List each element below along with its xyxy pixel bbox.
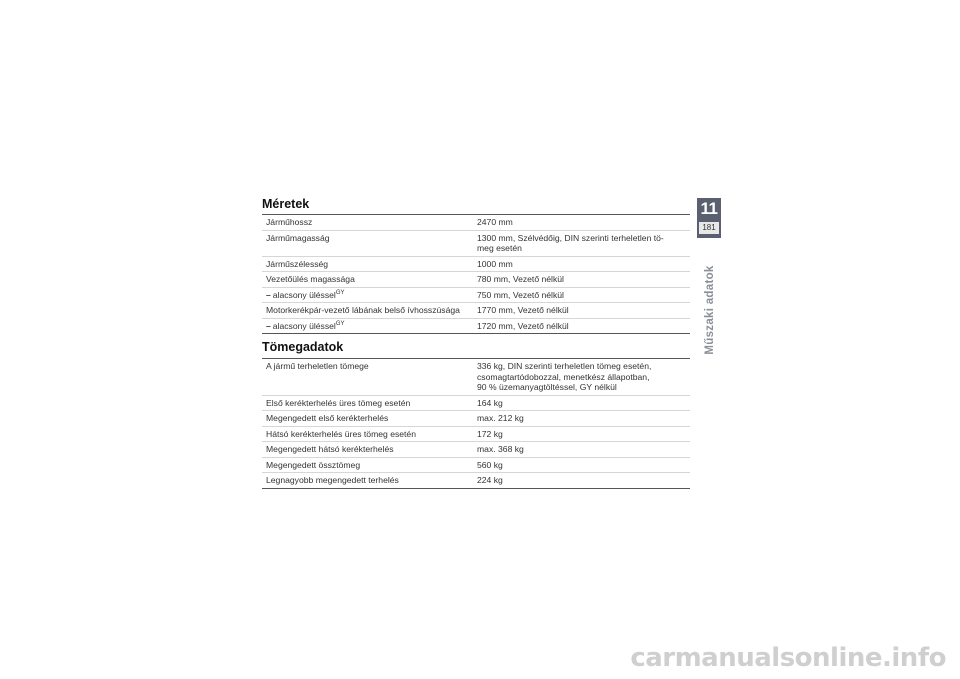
row-value — [473, 411, 690, 427]
row-label-text: Első kerékterhelés üres tömeg esetén — [266, 397, 411, 408]
row-label — [262, 215, 473, 231]
row-value — [473, 395, 690, 411]
row-label-text: Megengedett első kerékterhelés — [266, 413, 389, 423]
row-value — [473, 287, 690, 303]
row-label-text: alacsony üléssel — [272, 320, 336, 331]
table-row — [262, 303, 690, 319]
table-row — [262, 272, 690, 288]
row-value-line: 336 kg, DIN szerinti terheletlen tömeg esetén, — [477, 361, 652, 371]
row-label — [262, 272, 473, 288]
watermark: carmanualsonline.info — [630, 643, 946, 673]
chapter-number: 11 — [700, 199, 718, 218]
row-label-text: Hátsó kerékterhelés üres tömeg esetén — [266, 428, 416, 439]
section-title-meretek: Méretek — [262, 197, 310, 211]
row-value-line: 90 % üzemanyagtöltéssel, GY nélkül — [477, 382, 617, 392]
table-row — [262, 215, 690, 231]
row-label-text: Járműszélesség — [266, 258, 329, 269]
row-value — [473, 318, 690, 334]
row-value-line: meg esetén — [477, 243, 522, 253]
row-value — [473, 457, 690, 473]
table-row — [262, 359, 690, 396]
table-row — [262, 318, 690, 334]
row-value-line: 1720 mm, Vezető nélkül — [477, 320, 569, 331]
row-label — [262, 230, 473, 256]
row-value — [473, 256, 690, 272]
row-value-line: 164 kg — [477, 397, 503, 408]
row-label-text: Járműmagasság — [266, 232, 330, 243]
row-label — [262, 303, 473, 319]
row-value — [473, 359, 690, 396]
row-label-text: A jármű terheletlen tömege — [266, 361, 369, 371]
weights-table-body — [262, 359, 690, 489]
row-value — [473, 442, 690, 458]
row-label-text: Vezetőülés magassága — [266, 274, 355, 284]
row-value — [473, 303, 690, 319]
row-label — [262, 359, 473, 396]
dimensions-table — [262, 214, 690, 334]
table-row — [262, 426, 690, 442]
row-value-line: 560 kg — [477, 459, 503, 470]
row-label — [262, 287, 473, 303]
row-value-line: 780 mm, Vezető nélkül — [477, 274, 564, 284]
row-value-line: 1000 mm — [477, 258, 513, 269]
row-label-text: alacsony üléssel — [272, 289, 336, 300]
row-label — [262, 457, 473, 473]
row-label — [262, 318, 473, 334]
row-value-line: 224 kg — [477, 475, 503, 485]
table-row — [262, 411, 690, 427]
row-value — [473, 473, 690, 489]
chapter-side-title: Műszaki adatok — [704, 265, 716, 355]
row-value-line: csomagtartódobozzal, menetkész állapotban, — [477, 371, 650, 382]
row-label — [262, 442, 473, 458]
chapter-tab — [697, 198, 721, 238]
row-label-text: Megengedett hátsó kerékterhelés — [266, 444, 394, 454]
table-row — [262, 395, 690, 411]
row-label-text: Motorkerékpár-vezető lábának belső ívhosszúsága — [266, 305, 460, 315]
row-label-text: Járműhossz — [266, 217, 313, 227]
row-value-line: max. 368 kg — [477, 444, 524, 454]
option-superscript: GY — [335, 289, 345, 296]
row-value — [473, 426, 690, 442]
table-row — [262, 442, 690, 458]
table-row — [262, 287, 690, 303]
row-label — [262, 395, 473, 411]
weights-table — [262, 358, 690, 489]
page-number: 181 — [699, 222, 719, 234]
sub-item-dash: – — [266, 320, 271, 331]
row-value-line: 172 kg — [477, 428, 503, 439]
option-superscript: GY — [335, 320, 345, 327]
table-row — [262, 473, 690, 489]
row-value-line: 1770 mm, Vezető nélkül — [477, 305, 569, 315]
row-label — [262, 411, 473, 427]
row-label-text: Megengedett össztömeg — [266, 459, 361, 470]
section-title-tomegadatok: Tömegadatok — [262, 340, 344, 354]
row-label-text: Legnagyobb megengedett terhelés — [266, 475, 399, 485]
table-row — [262, 457, 690, 473]
row-label — [262, 426, 473, 442]
row-label — [262, 473, 473, 489]
dimensions-table-body — [262, 215, 690, 334]
row-value-line: 750 mm, Vezető nélkül — [477, 289, 564, 300]
table-row — [262, 256, 690, 272]
row-value-line: max. 212 kg — [477, 413, 524, 423]
row-label — [262, 256, 473, 272]
row-value — [473, 230, 690, 256]
row-value-line: 2470 mm — [477, 217, 513, 227]
row-value — [473, 272, 690, 288]
row-value — [473, 215, 690, 231]
sub-item-dash: – — [266, 289, 271, 300]
row-value-line: 1300 mm, Szélvédőig, DIN szerinti terheletlen tö- — [477, 232, 664, 243]
table-row — [262, 230, 690, 256]
